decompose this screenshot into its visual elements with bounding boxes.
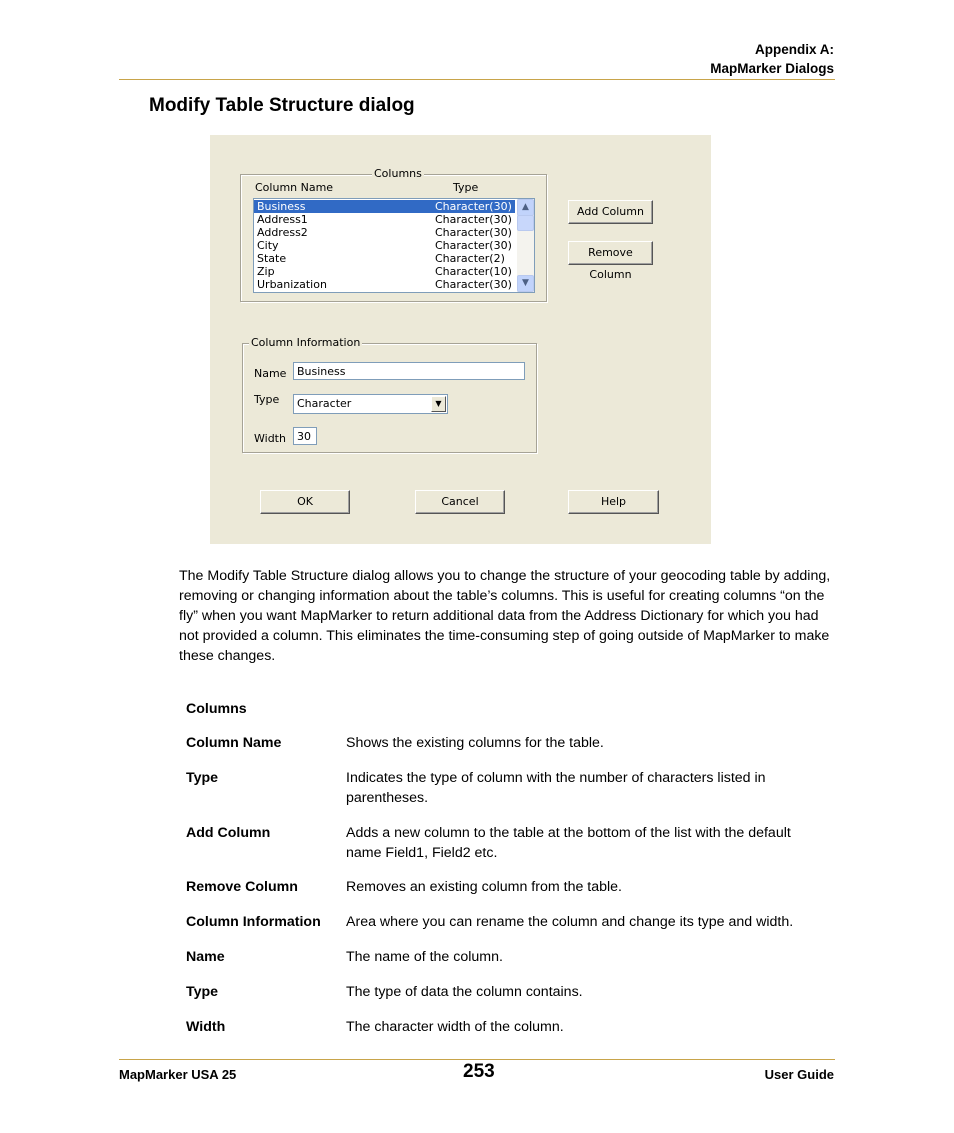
list-row[interactable] xyxy=(254,252,515,265)
width-label: Width xyxy=(254,432,286,445)
list-row[interactable] xyxy=(254,213,515,226)
type-header: Type xyxy=(453,181,479,194)
row-name: Business xyxy=(257,200,306,213)
row-type: Character(30) xyxy=(435,200,512,213)
definitions-heading: Columns xyxy=(186,701,247,717)
row-name: Address1 xyxy=(257,213,308,226)
columns-group-label: Columns xyxy=(374,167,422,180)
definition-term: Type xyxy=(186,984,219,1000)
definition-term: Column Information xyxy=(186,914,321,930)
definition-term: Add Column xyxy=(186,825,271,841)
column-information-label: Column Information xyxy=(251,336,361,349)
ok-button[interactable]: OK xyxy=(260,490,350,514)
definition-desc: Adds a new column to the table at the bottom of the list with the default name Field1, Field2 etc. xyxy=(346,825,791,861)
page-number: 253 xyxy=(463,1061,495,1082)
modify-table-structure-dialog xyxy=(210,135,711,544)
description-paragraph: The Modify Table Structure dialog allows you to change the structure of your geocoding table by adding, removing or changing information about the table’s columns. This is useful for creating columns “on the fly” when you want MapMarker to return additional data from the Address Dictionary for which you had not provided a column. This eliminates the time-consuming step of going outside of MapMarker to make these changes. xyxy=(179,568,831,664)
type-select-value: Character xyxy=(297,397,352,410)
row-type: Character(30) xyxy=(435,239,512,252)
name-label: Name xyxy=(254,367,287,380)
definition-desc: Shows the existing columns for the table. xyxy=(346,735,604,751)
definition-desc: The name of the column. xyxy=(346,949,503,965)
definition-desc: The type of data the column contains. xyxy=(346,984,583,1000)
list-row[interactable] xyxy=(254,226,515,239)
list-row[interactable] xyxy=(254,200,515,213)
footer-product: MapMarker USA 25 xyxy=(119,1067,237,1082)
scroll-thumb[interactable] xyxy=(517,215,534,231)
row-name: Urbanization xyxy=(257,278,327,291)
row-type: Character(10) xyxy=(435,265,512,278)
definition-desc: The character width of the column. xyxy=(346,1019,564,1035)
header-chapter: MapMarker Dialogs xyxy=(710,61,834,76)
list-scrollbar[interactable] xyxy=(517,199,534,292)
row-name: City xyxy=(257,239,279,252)
row-type: Character(30) xyxy=(435,226,512,239)
list-row[interactable] xyxy=(254,239,515,252)
definition-desc: Removes an existing column from the table. xyxy=(346,879,622,895)
name-field[interactable]: Business xyxy=(293,362,525,380)
list-row[interactable] xyxy=(254,265,515,278)
definition-term: Type xyxy=(186,770,219,786)
definition-term: Name xyxy=(186,949,225,965)
footer-rule xyxy=(119,1059,835,1060)
header-rule xyxy=(119,79,835,80)
header-appendix: Appendix A: xyxy=(755,42,834,57)
columns-listbox[interactable] xyxy=(253,198,535,293)
section-title: Modify Table Structure dialog xyxy=(149,95,415,116)
type-label: Type xyxy=(254,393,280,406)
chevron-down-icon[interactable]: ▼ xyxy=(431,396,446,412)
row-type: Character(30) xyxy=(435,213,512,226)
definition-term: Column Name xyxy=(186,735,282,751)
definition-desc: Area where you can rename the column and change its type and width. xyxy=(346,914,794,930)
help-button[interactable]: Help xyxy=(568,490,659,514)
column-information-group xyxy=(242,336,537,453)
footer-guide: User Guide xyxy=(764,1067,834,1082)
definition-term: Remove Column xyxy=(186,879,298,895)
row-name: Zip xyxy=(257,265,275,278)
definition-desc: Indicates the type of column with the number of characters listed in parentheses. xyxy=(346,770,766,806)
row-type: Character(2) xyxy=(435,252,505,265)
cancel-button[interactable]: Cancel xyxy=(415,490,505,514)
type-select[interactable] xyxy=(293,394,448,414)
columns-group xyxy=(240,167,547,302)
list-row[interactable] xyxy=(254,278,515,291)
scroll-up-arrow-icon[interactable]: ▲ xyxy=(517,199,534,216)
row-type: Character(30) xyxy=(435,278,512,291)
add-column-button[interactable]: Add Column xyxy=(568,200,653,224)
remove-column-button[interactable]: Remove Column xyxy=(568,241,653,265)
scroll-down-arrow-icon[interactable]: ▼ xyxy=(517,275,534,292)
row-name: State xyxy=(257,252,287,265)
definition-term: Width xyxy=(186,1019,226,1035)
column-name-header: Column Name xyxy=(255,181,334,194)
width-field[interactable]: 30 xyxy=(293,427,317,445)
row-name: Address2 xyxy=(257,226,308,239)
